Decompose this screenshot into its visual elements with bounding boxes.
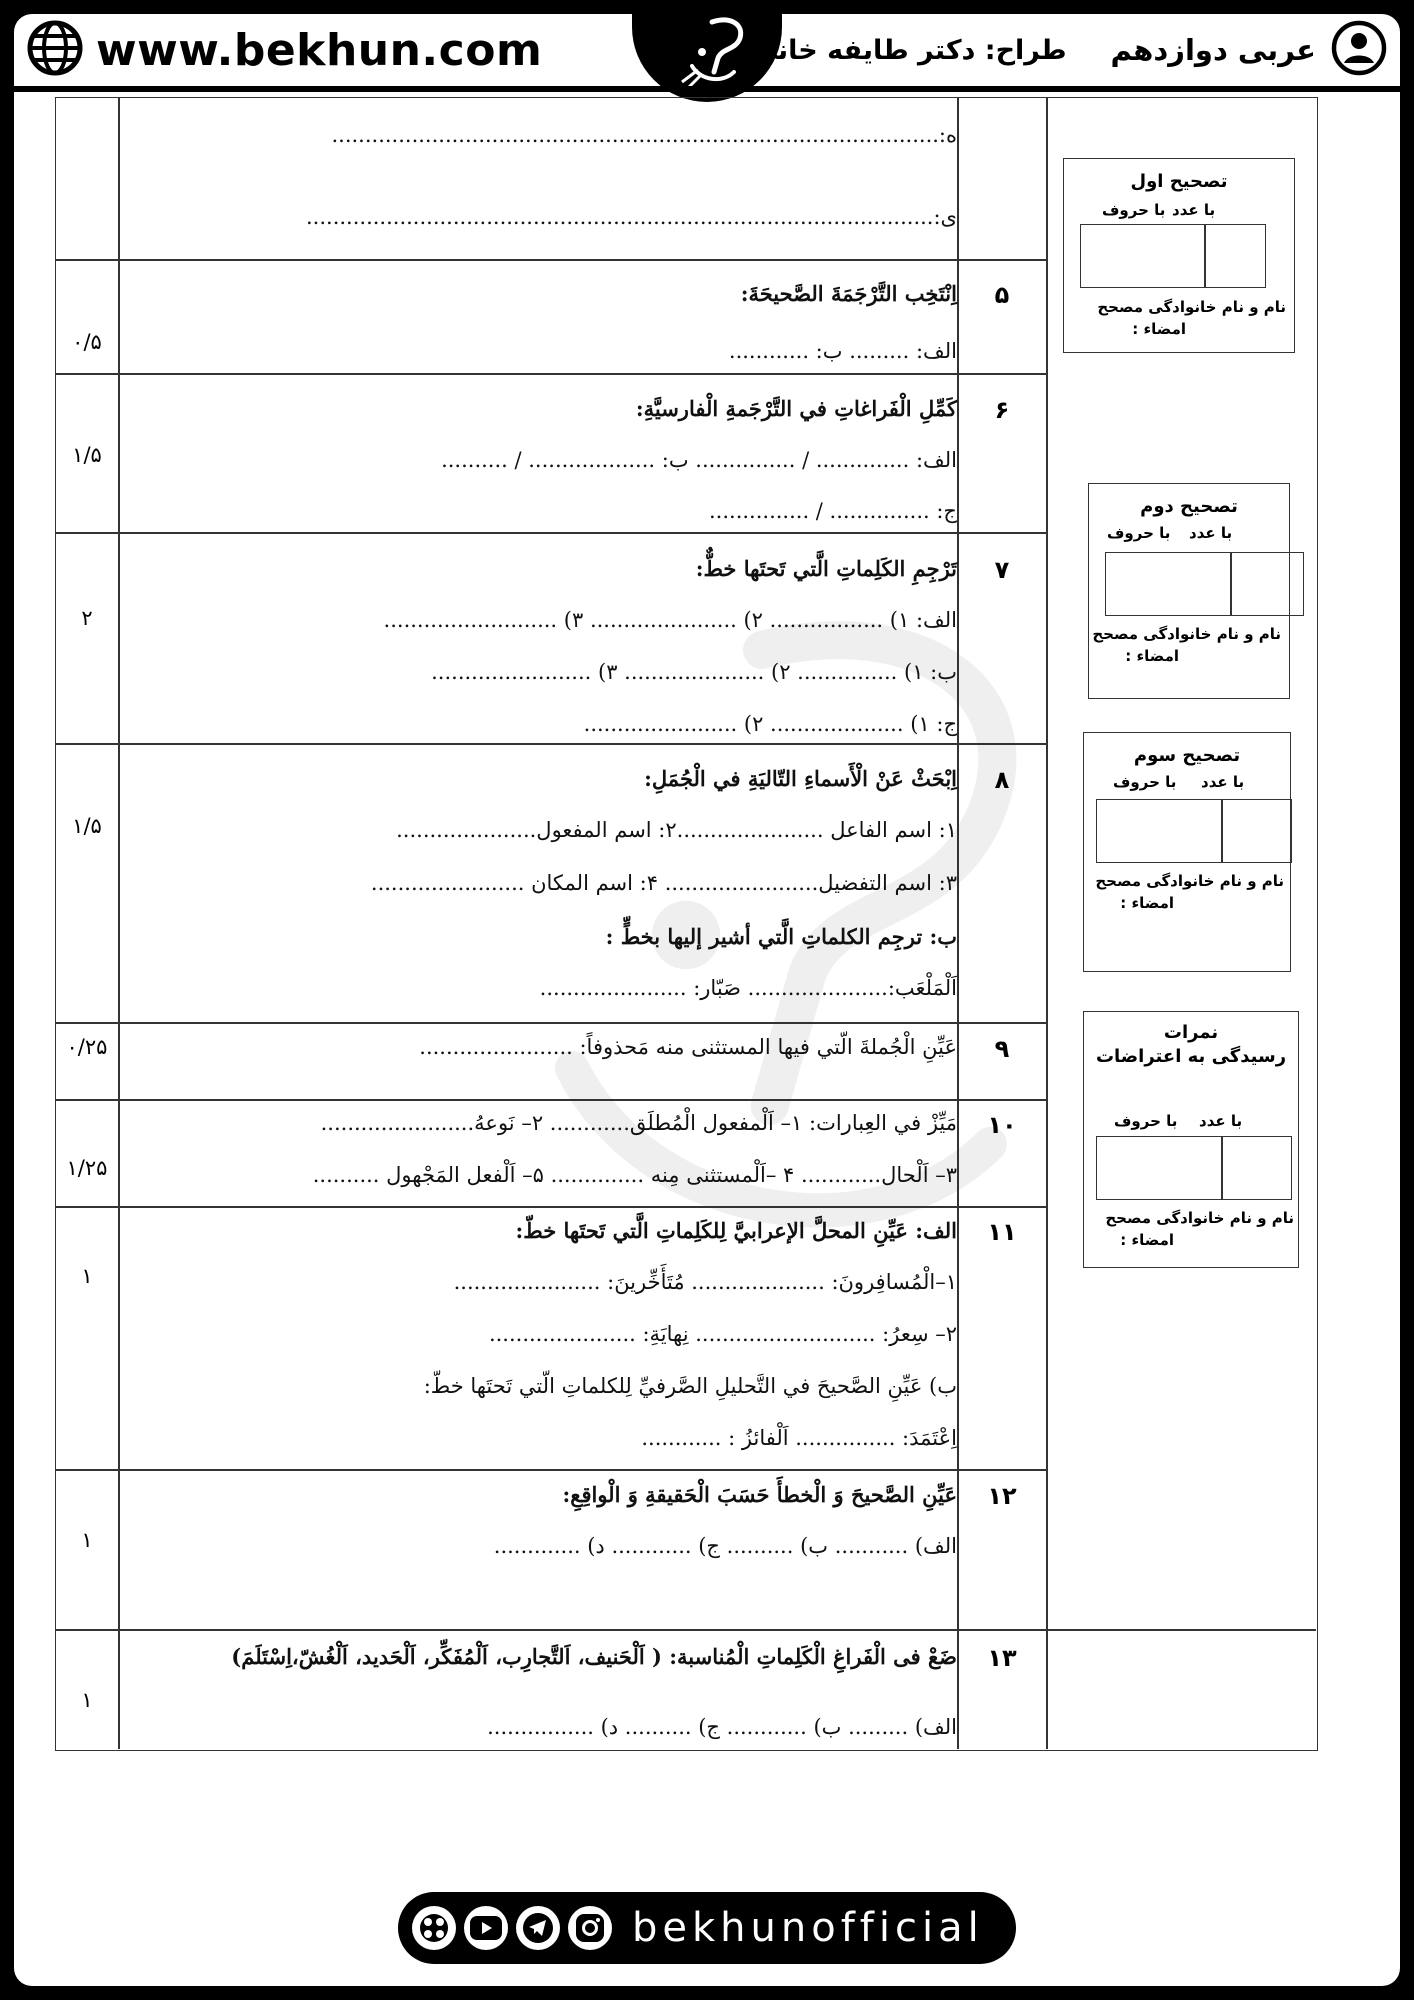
answer-line: ج: ............... / ............... (709, 499, 957, 523)
question-score: ۱ (81, 1688, 93, 1712)
designer-name: طراح: دکتر طایفه خانی (750, 34, 1067, 66)
question-prompt: ضَعْ فى الْفَراغِ الْكَلِماتِ الْمُناسبة: ( اَلْحَنيف، اَلتَّجارِب، اَلْمُفَكِّر، اَلْحَديد، اَلْغُشّ،اِسْتَلَمَ) (231, 1644, 957, 1669)
question-number: ۱۰ (987, 1111, 1017, 1139)
telegram-icon[interactable] (516, 1906, 560, 1950)
question-score: ۲ (81, 606, 93, 630)
question-prompt: كَمِّلِ الْفَراغاتِ في التَّرْجَمةِ الْفارسيَّةِ: (635, 396, 957, 421)
correction-box-3 (1083, 732, 1291, 972)
question-prompt: اِبْحَثْ عَنْ الْأَسماءِ التّاليَةِ في الْجُمَلِ: (644, 766, 957, 791)
instagram-icon[interactable] (568, 1906, 612, 1950)
question-number: ۷ (994, 556, 1010, 584)
answer-line: ۳– اَلْحال............ ۴ –اَلْمستثنى مِنه .............. ۵– اَلْفعل المَجْهول .......... (312, 1163, 957, 1187)
question-score: ۱/۵ (72, 814, 102, 838)
corrector-name-label: نام و نام خانوادگی مصحح (1105, 1209, 1294, 1227)
signature-label: امضاء : (1120, 1231, 1174, 1249)
answer-line: اِعْتَمَدَ: ............... اَلْفائزُ : ............ (641, 1426, 957, 1450)
answer-line: الف: ......... ب: ............ (728, 339, 957, 363)
answer-line: ج: ۱) .................... ۲) ....................... (583, 712, 957, 736)
objection-scores-box (1083, 1011, 1299, 1268)
correction-title: تصحيح سوم (1133, 745, 1241, 766)
by-number-label: با عدد (1201, 773, 1245, 791)
question-prompt: الف: عَيِّنِ المحلَّ الإعرابيَّ لِلكَلِماتِ الَّتي تَحتَها خطّ: (515, 1218, 957, 1243)
question-score: ۱ (81, 1528, 93, 1552)
question-score: ۱/۲۵ (66, 1156, 108, 1180)
by-number-label: با عدد (1189, 524, 1233, 542)
corrector-name-label: نام و نام خانوادگی مصحح (1095, 872, 1284, 890)
globe-icon (26, 19, 84, 81)
question-prompt: عَيِّنِ الصَّحيحَ وَ الْخطأَ حَسَبَ الْحَقيقةِ وَ الْواقِعِ: (562, 1482, 957, 1507)
question-number: ۸ (994, 766, 1010, 794)
objection-title: نمرات (1163, 1022, 1219, 1043)
question-prompt: عَيِّنِ الْجُملةَ الّتي فيها المستثنى منه مَحذوفاً: ....................... (419, 1035, 957, 1059)
score-entry-grid[interactable] (1105, 552, 1304, 616)
signature-label: امضاء : (1120, 894, 1174, 912)
signature-label: امضاء : (1125, 647, 1179, 665)
answer-line: ۱: اسم الفاعل ......................۲: اسم المفعول..................... (396, 818, 957, 842)
question-number: ۱۳ (987, 1644, 1017, 1672)
header-divider (14, 86, 1400, 92)
question-subprompt: ب: ترجِم الكلماتِ الَّتي أشير إليها بخطٍّ : (605, 924, 957, 949)
website-block (26, 20, 542, 80)
question-number: ۵ (994, 281, 1010, 309)
aparat-icon[interactable] (412, 1906, 456, 1950)
by-letters-label: با حروف (1114, 1112, 1178, 1130)
answer-line: الف: .............. / ............... ب: ................... / .......... (441, 448, 957, 472)
row-divider (56, 373, 1046, 375)
question-prompt: اِنْتَخِب التَّرْجَمَةَ الصَّحيحَةَ: (740, 281, 957, 306)
question-number: ۶ (994, 396, 1010, 424)
question-score: ۰/۲۵ (66, 1035, 108, 1059)
answer-line: الف) ........... ب) .......... ج) ............ د) ............. (493, 1534, 957, 1558)
question-score: ۱ (81, 1264, 93, 1288)
corrector-name-label: نام و نام خانوادگی مصحح (1092, 625, 1281, 643)
number-column-divider (957, 98, 959, 1749)
row-divider (56, 743, 1046, 745)
questions-table (55, 97, 1318, 1751)
row-divider (56, 1629, 1316, 1631)
page-header (14, 14, 1400, 88)
question-number: ۱۲ (987, 1482, 1017, 1510)
by-letters-label: با حروف (1102, 201, 1166, 219)
by-number-label: با عدد (1172, 201, 1216, 219)
question-number: ۱۱ (987, 1218, 1017, 1246)
correction-title: تصحيح اول (1130, 171, 1228, 192)
row-divider (56, 1469, 1046, 1471)
answer-line: ب: ۱) ............... ۲) ..................... ۳) ........................ (431, 660, 957, 684)
answer-line: الف) ......... ب) ............ ج) .......... د) ................ (487, 1715, 957, 1739)
question-prompt: تَرْجِمِ الكَلِماتِ الَّتي تَحتَها خطٌّ: (695, 556, 957, 581)
correction-box-1 (1063, 158, 1295, 353)
score-entry-grid[interactable] (1080, 224, 1266, 288)
question-score: ۰/۵ (72, 330, 102, 354)
question-line: ی:.............................................................................................. (306, 205, 957, 229)
corrector-name-label: نام و نام خانوادگی مصحح (1097, 298, 1286, 316)
answer-line: ۳: اسم التفضيل....................... ۴: اسم المكان ....................... (370, 871, 957, 895)
question-score: ۱/۵ (72, 443, 102, 467)
by-letters-label: با حروف (1107, 524, 1171, 542)
answer-line: الف: ۱) ................. ۲) ...................... ۳) .......................... (383, 608, 957, 632)
youtube-icon[interactable] (464, 1906, 508, 1950)
question-subprompt: ب) عَيِّنِ الصَّحيحَ في التَّحليلِ الصَّرفيِّ لِلكلماتِ الّتي تَحتَها خطّ: (423, 1374, 957, 1398)
social-footer (398, 1892, 1016, 1964)
answer-line: ۱–الْمُسافِرونَ: .................... مُتَأَخِّرينَ: ...................... (453, 1270, 957, 1294)
row-divider (56, 1099, 1046, 1101)
score-entry-grid[interactable] (1096, 1136, 1292, 1200)
row-divider (56, 1206, 1046, 1208)
question-prompt: مَيِّزْ في العِبارات: ۱– اَلْمفعول الْمُطلَق............ ۲– نَوعهُ....................... (320, 1111, 957, 1135)
score-entry-grid[interactable] (1096, 799, 1292, 863)
objection-subtitle: رسيدگی به اعتراضات (1095, 1046, 1287, 1067)
row-divider (56, 259, 1046, 261)
answer-line: اَلْمَلْعَب:..................... صَبّار: ...................... (539, 976, 957, 1000)
correction-title: تصحيح دوم (1140, 496, 1238, 517)
social-handle[interactable]: bekhunofficial (632, 1905, 984, 1951)
subject-title: عربی دوازدهم (1110, 33, 1316, 67)
side-column-divider (1046, 98, 1048, 1749)
header-title-block (751, 20, 1388, 80)
by-letters-label: با حروف (1113, 773, 1177, 791)
question-number: ۹ (994, 1035, 1010, 1063)
website-url[interactable]: www.bekhun.com (96, 24, 543, 76)
correction-box-2 (1088, 483, 1290, 699)
answer-line: ۲– سِعرُ: ........................... نِهايَةِ: ...................... (488, 1322, 957, 1346)
signature-label: امضاء : (1132, 320, 1186, 338)
row-divider (56, 1022, 1046, 1024)
row-divider (56, 532, 1046, 534)
by-number-label: با عدد (1199, 1112, 1243, 1130)
question-line: ه:........................................................................................... (331, 123, 957, 147)
user-avatar-icon (1330, 19, 1388, 81)
